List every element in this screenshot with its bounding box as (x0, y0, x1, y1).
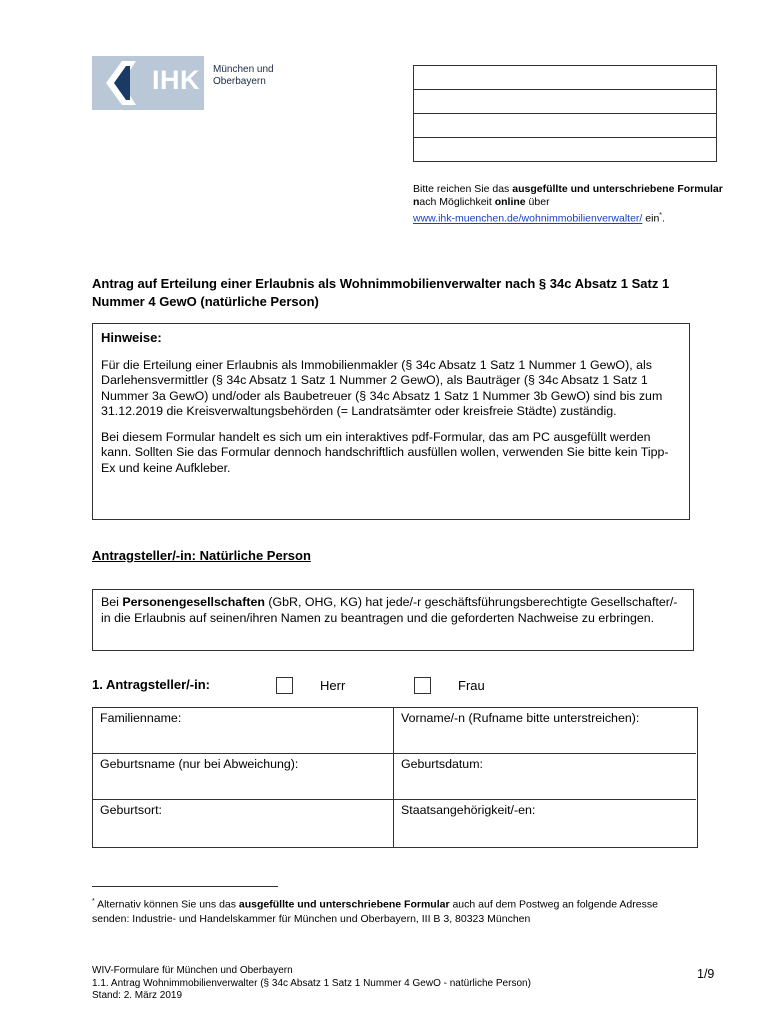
logo-subtitle (213, 64, 274, 88)
note-bold-online: online (494, 196, 526, 208)
familienname-field[interactable]: Familienname: (93, 708, 393, 754)
note-text: ein (642, 212, 660, 225)
logo-subtitle-line1: München und (213, 64, 274, 75)
vorname-field[interactable]: Vorname/-n (Rufname bitte unterstreichen): (393, 708, 696, 754)
ihk-logo (92, 56, 276, 110)
herr-label: Herr (320, 678, 346, 693)
footer-line: WIV-Formulare für München und Oberbayern (92, 965, 293, 976)
footnote-mark: * (92, 898, 95, 905)
personen-text: Bei (101, 595, 123, 609)
footnote-bold: ausgefüllte und unterschriebene Formular (238, 898, 450, 911)
page-footer (92, 965, 652, 1003)
frau-label: Frau (458, 678, 485, 693)
footnote-divider (92, 886, 278, 887)
logo-mark (92, 56, 204, 110)
logo-chevron-icon (92, 56, 152, 110)
logo-brand: IHK (152, 65, 200, 95)
note-text: . (662, 212, 665, 225)
geburtsdatum-field[interactable]: Geburtsdatum: (393, 754, 696, 800)
note-text: über (525, 196, 550, 208)
note-text: ach Möglichkeit (419, 196, 495, 208)
herr-checkbox[interactable] (276, 677, 293, 694)
reference-field[interactable] (413, 65, 717, 89)
reference-field[interactable] (413, 137, 717, 162)
hinweise-heading: Hinweise: (101, 330, 162, 345)
reference-field[interactable] (413, 113, 717, 137)
personen-text: (GbR, OHG, KG) hat jede/-r geschäftsführungsberechtigte Gesellschafter/-in die Erlaubnis auf seinen/ihren Namen zu beantragen und die geforderten Nachweise zu erbringen. (101, 595, 678, 625)
footer-line: Stand: 2. März 2019 (92, 990, 183, 1001)
footnote (92, 895, 692, 926)
footnote-text: auch auf dem Postweg an folgende Adresse senden: Industrie- und Handelskammer für München und Oberbayern, III B 3, 80323 München (92, 898, 658, 925)
footer-line: 1.1. Antrag Wohnimmobilienverwalter (§ 34c Absatz 1 Satz 1 Nummer 4 GewO - natürliche Person) (92, 977, 531, 989)
personengesellschaften-box (92, 589, 694, 651)
note-text: Bitte reichen Sie das (413, 183, 513, 195)
submission-note (413, 183, 723, 226)
personen-bold: Personengesellschaften (122, 595, 265, 609)
footnote-ref: * (659, 212, 663, 219)
page-number: 1/9 (697, 967, 715, 981)
online-link[interactable]: www.ihk-muenchen.de/wohnimmobilienverwalter/ (413, 212, 643, 225)
staatsangehoerigkeit-field[interactable]: Staatsangehörigkeit/-en: (393, 800, 696, 847)
frau-checkbox[interactable] (414, 677, 431, 694)
applicant-fields-table (92, 707, 698, 848)
section-heading: Antragsteller/-in: Natürliche Person (92, 548, 311, 563)
hinweise-paragraph: Für die Erteilung einer Erlaubnis als Immobilienmakler (§ 34c Absatz 1 Satz 1 Nummer 1 GewO), als Darlehensvermittler (§ 34c Absatz 1 Satz 1 Nummer 2 GewO), als Bauträger (§ 34c Absatz 1 Satz 1 Nummer 3a GewO) und/oder als Baubetreuer (§ 34c Absatz 1 Satz 1 Nummer 3b GewO) sind bis zum 31.12.2019 die Kreisverwaltungsbehörden (= Landratsämter oder kreisfreie Städte) zuständig. (101, 357, 663, 418)
geburtsort-field[interactable]: Geburtsort: (100, 803, 162, 817)
logo-subtitle-line2: Oberbayern (213, 76, 266, 87)
applicant-label: 1. Antragsteller/-in: (92, 677, 210, 692)
footnote-text: Alternativ können Sie uns das (94, 898, 239, 911)
reference-field[interactable] (413, 89, 717, 113)
document-title: Antrag auf Erteilung einer Erlaubnis als Wohnimmobilienverwalter nach § 34c Absatz 1 Satz 1 Nummer 4 GewO (natürliche Person) (92, 276, 670, 309)
reference-boxes (413, 65, 717, 162)
hinweise-paragraph: Bei diesem Formular handelt es sich um ein interaktives pdf-Formular, das am PC ausgefüllt werden kann. Sollten Sie das Formular dennoch handschriftlich ausfüllen wollen, verwenden Sie bitte kein Tipp-Ex und keine Aufkleber. (101, 429, 669, 475)
note-bold: ausgefüllte und unterschriebene Formular n (413, 183, 723, 208)
hinweise-box (92, 323, 690, 520)
geburtsname-field[interactable]: Geburtsname (nur bei Abweichung): (93, 754, 393, 800)
